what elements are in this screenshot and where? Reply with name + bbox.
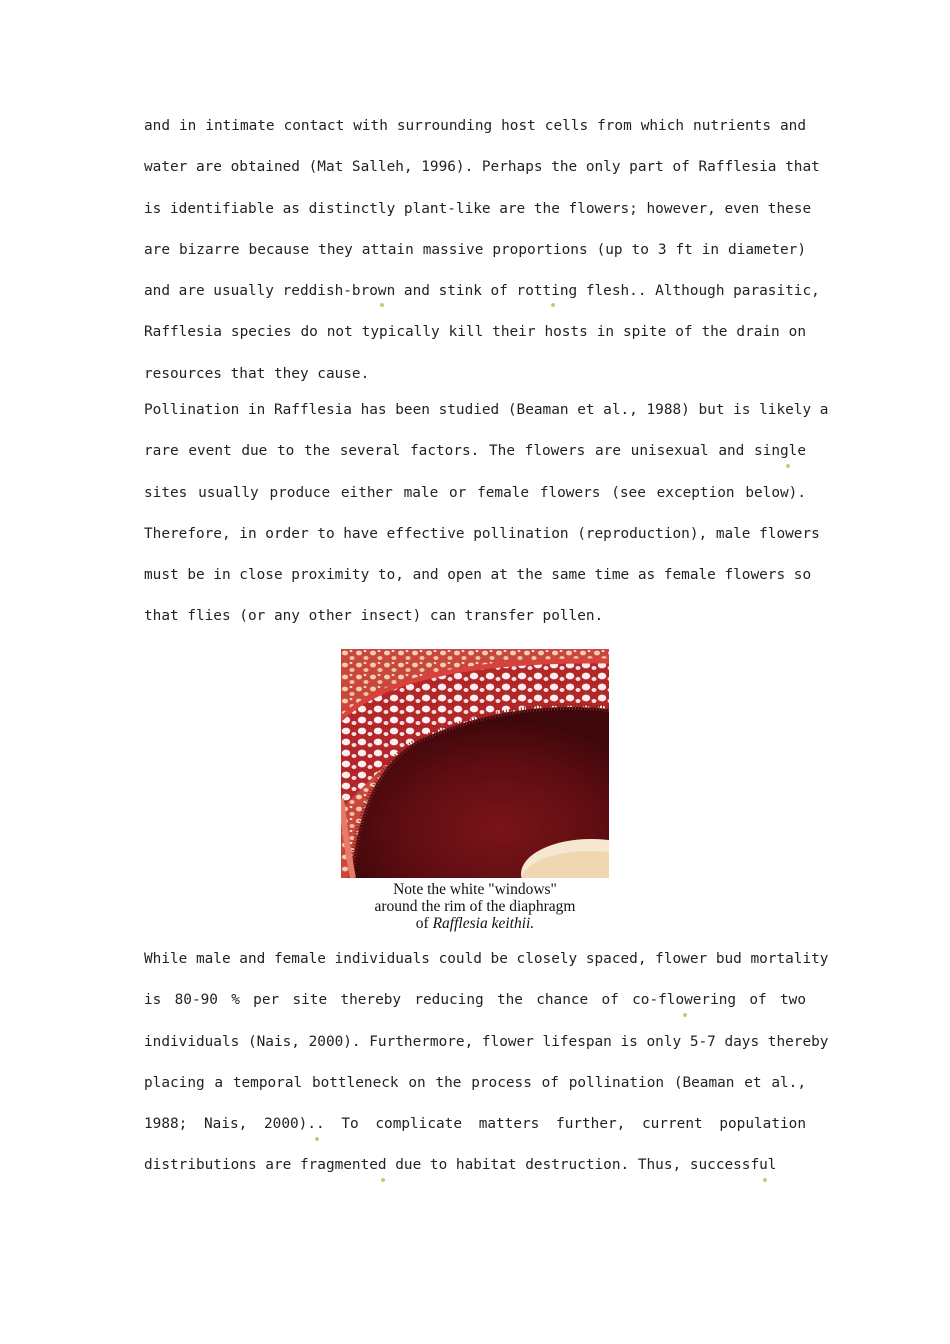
text-line: must be in close proximity to, and open at the same time as female flowers so [144, 567, 812, 584]
caption-line-1: Note the white "windows" [393, 881, 557, 898]
text-line: Rafflesia species do not typically kill their hosts in spite of the drain on [144, 324, 806, 341]
edit-mark [683, 1013, 687, 1017]
text-line: While male and female individuals could be closely spaced, flower bud mortality [144, 951, 829, 967]
text-line: and in intimate contact with surrounding host cells from which nutrients and [144, 118, 806, 134]
text-line: distributions are fragmented due to habitat destruction. Thus, successful [144, 1157, 777, 1174]
text-line: Therefore, in order to have effective pollination (reproduction), male flowers [144, 525, 820, 542]
edit-mark [551, 303, 555, 307]
text-line: Pollination in Rafflesia has been studied (Beaman et al., 1988) but is likely a [144, 402, 829, 418]
edit-mark [786, 464, 790, 468]
edit-mark [763, 1178, 767, 1182]
text-line: that flies (or any other insect) can transfer pollen. [144, 608, 604, 625]
paragraph-3 [144, 949, 829, 1197]
caption-species-name: Rafflesia keithii. [432, 915, 535, 932]
figure-caption [330, 881, 620, 932]
text-line: sites usually produce either male or female flowers (see exception below). [144, 484, 806, 501]
edit-mark [315, 1137, 319, 1141]
text-line: water are obtained (Mat Salleh, 1996). Perhaps the only part of Rafflesia that [144, 159, 820, 176]
edit-mark [381, 1178, 385, 1182]
text-line: individuals (Nais, 2000). Furthermore, flower lifespan is only 5-7 days thereby [144, 1033, 829, 1050]
text-line: rare event due to the several factors. The flowers are unisexual and single [144, 443, 806, 460]
text-line: and are usually reddish-brown and stink of rotting flesh.. Although parasitic, [144, 283, 820, 300]
text-line: resources that they cause. [144, 365, 370, 382]
text-line: placing a temporal bottleneck on the process of pollination (Beaman et al., [144, 1074, 806, 1091]
caption-line-3 [330, 915, 620, 932]
caption-line-3-prefix: of [415, 915, 433, 932]
paragraph-2 [144, 400, 829, 648]
text-line: is identifiable as distinctly plant-like are the flowers; however, even these [144, 200, 812, 217]
edit-mark [380, 303, 384, 307]
paragraph-1 [144, 116, 820, 405]
rafflesia-photo [341, 649, 609, 878]
text-line: is 80-90 % per site thereby reducing the chance of co-flowering of two [144, 992, 806, 1009]
text-line: 1988; Nais, 2000).. To complicate matters further, current population [144, 1116, 806, 1133]
text-line: are bizarre because they attain massive proportions (up to 3 ft in diameter) [144, 241, 806, 258]
caption-line-2: around the rim of the diaphragm [374, 898, 576, 915]
